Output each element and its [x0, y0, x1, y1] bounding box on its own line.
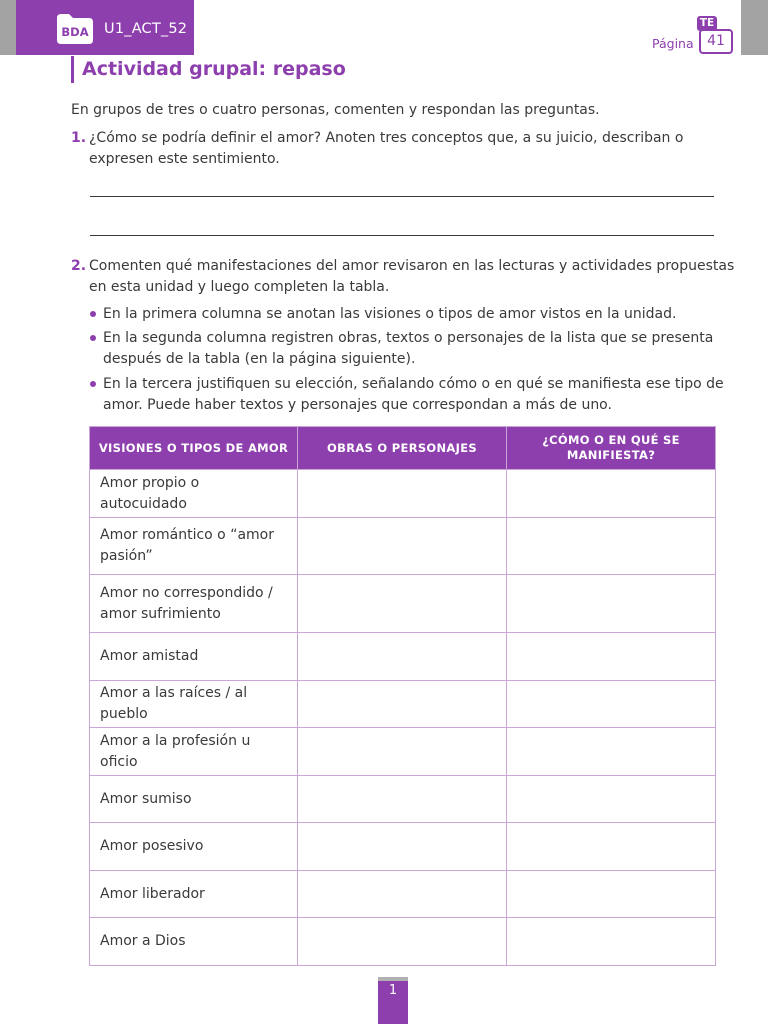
page-title: Actividad grupal: repaso — [82, 58, 346, 80]
activity-code: U1_ACT_52 — [104, 21, 188, 37]
right-edge-strip — [741, 0, 768, 55]
row-label-line-1: Amor propio o autocuidado — [100, 474, 200, 512]
table-row — [90, 728, 716, 776]
table-header-row — [90, 427, 716, 470]
bda-folder-icon — [54, 11, 96, 46]
row-label — [90, 871, 298, 918]
row-label — [90, 728, 298, 776]
row-label-line-1: Amor sumiso — [100, 790, 192, 807]
como-cell[interactable] — [507, 633, 716, 681]
page-word: Página — [652, 36, 694, 51]
question-2-line-1: Comenten qué manifestaciones del amor revisaron en las lecturas y actividades propuestas — [89, 258, 735, 274]
question-1-line-2: expresen este sentimiento. — [89, 151, 280, 167]
table-row — [90, 681, 716, 728]
bullet-2-line-2: después de la tabla (en la página siguiente). — [103, 351, 416, 367]
bullet-2-line-1: En la segunda columna registren obras, textos o personajes de la lista que se presenta — [103, 330, 714, 346]
como-cell[interactable] — [507, 470, 716, 518]
como-cell[interactable] — [507, 575, 716, 633]
como-cell[interactable] — [507, 681, 716, 728]
row-label-line-2: amor sufrimiento — [100, 605, 221, 622]
row-label — [90, 823, 298, 871]
table-row — [90, 575, 716, 633]
left-edge-strip — [0, 0, 16, 55]
bullet-dot — [90, 335, 96, 341]
row-label-line-1: Amor liberador — [100, 885, 205, 902]
bullet-1-line-1: En la primera columna se anotan las visiones o tipos de amor vistos en la unidad. — [103, 306, 677, 322]
obras-cell[interactable] — [298, 728, 507, 776]
question-2-line-2: en esta unidad y luego completen la tabla. — [89, 279, 390, 295]
bda-logo-text: BDA — [61, 25, 89, 39]
obras-cell[interactable] — [298, 518, 507, 575]
row-label-line-1: Amor romántico o “amor — [100, 527, 274, 543]
bullet-3-line-2: amor. Puede haber textos y personajes que correspondan a más de uno. — [103, 397, 612, 413]
table-row — [90, 871, 716, 918]
bullet-dot — [90, 381, 96, 387]
table-row — [90, 518, 716, 575]
table-row — [90, 823, 716, 871]
te-tag: TE — [697, 16, 717, 31]
row-label — [90, 575, 298, 633]
page-badge — [697, 16, 733, 54]
row-label-line-1: Amor a Dios — [100, 933, 186, 949]
como-cell[interactable] — [507, 728, 716, 776]
como-cell[interactable] — [507, 871, 716, 918]
obras-cell[interactable] — [298, 681, 507, 728]
answer-line-2[interactable] — [90, 235, 714, 236]
row-label — [90, 776, 298, 823]
row-label — [90, 918, 298, 966]
obras-cell[interactable] — [298, 918, 507, 966]
como-cell[interactable] — [507, 518, 716, 575]
row-label — [90, 633, 298, 681]
obras-cell[interactable] — [298, 633, 507, 681]
bullet-dot — [90, 311, 96, 317]
row-label-line-1: Amor posesivo — [100, 838, 204, 854]
intro-text: En grupos de tres o cuatro personas, comenten y respondan las preguntas. — [71, 102, 600, 118]
table-row — [90, 776, 716, 823]
row-label — [90, 518, 298, 575]
header-obras: OBRAS O PERSONAJES — [298, 427, 507, 470]
obras-cell[interactable] — [298, 871, 507, 918]
bullet-3-line-1: En la tercera justifiquen su elección, señalando cómo o en qué se manifiesta ese tipo de — [103, 376, 724, 392]
title-accent-bar — [71, 56, 74, 83]
como-cell[interactable] — [507, 823, 716, 871]
table-row — [90, 633, 716, 681]
obras-cell[interactable] — [298, 470, 507, 518]
row-label-line-1: Amor no correspondido / — [100, 584, 273, 601]
question-2-number: 2. — [71, 258, 87, 274]
page-number: 41 — [699, 29, 733, 54]
header-bar — [0, 0, 768, 55]
row-label-line-2: pasión” — [100, 548, 153, 564]
header-como: ¿CÓMO O EN QUÉ SE MANIFIESTA? — [507, 427, 716, 470]
love-types-table — [89, 426, 716, 966]
como-cell[interactable] — [507, 918, 716, 966]
row-label-line-1: Amor amistad — [100, 648, 199, 664]
question-1-line-1: ¿Cómo se podría definir el amor? Anoten tres conceptos que, a su juicio, describan o — [89, 130, 684, 146]
row-label — [90, 470, 298, 518]
row-label-line-1: Amor a las raíces / al pueblo — [100, 685, 248, 722]
table-row — [90, 470, 716, 518]
obras-cell[interactable] — [298, 823, 507, 871]
obras-cell[interactable] — [298, 575, 507, 633]
row-label-line-1: Amor a la profesión u oficio — [100, 732, 251, 770]
answer-line-1[interactable] — [90, 196, 714, 197]
header-visiones: VISIONES O TIPOS DE AMOR — [90, 427, 298, 470]
obras-cell[interactable] — [298, 776, 507, 823]
row-label — [90, 681, 298, 728]
footer-page-tab — [378, 977, 408, 1024]
footer-page-number: 1 — [388, 983, 398, 998]
como-cell[interactable] — [507, 776, 716, 823]
table-row — [90, 918, 716, 966]
question-1-number: 1. — [71, 130, 87, 146]
